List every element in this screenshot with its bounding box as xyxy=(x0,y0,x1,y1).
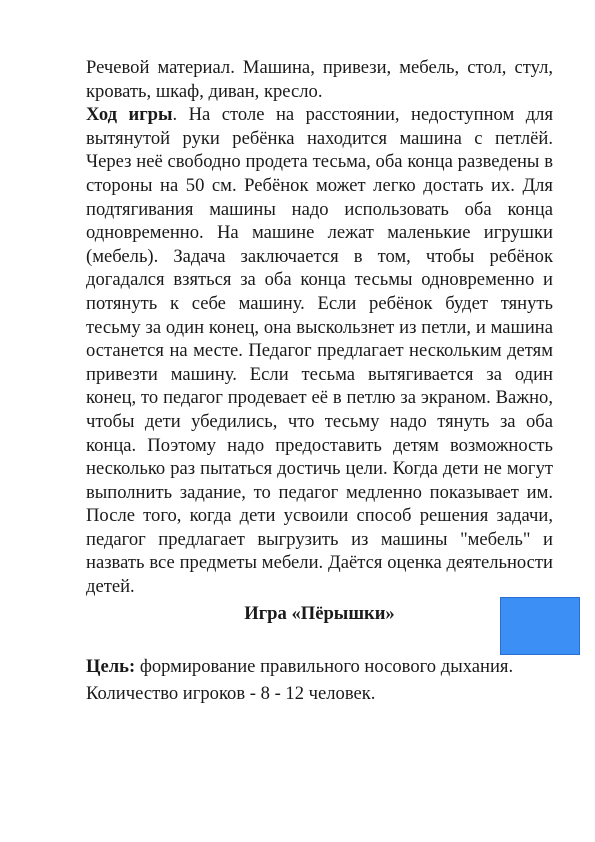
document-page xyxy=(86,56,553,707)
blue-overlay-box xyxy=(500,597,580,655)
speech-material-paragraph: Речевой материал. Машина, привези, мебель, стол, стул, кровать, шкаф, диван, кресло. xyxy=(86,57,553,102)
goal-label: Цель: xyxy=(86,655,136,677)
blank-line xyxy=(86,627,553,654)
game-flow-text: . На столе на расстоянии, недоступном для вытянутой руки ребёнка находится машина с петлёй. Через неё свободно продета тесьма, оба конца разведены в стороны на 50 см. Ребёнок может легко достать их. Для подтягивания машины надо использовать оба конца одновременно. На машине лежат маленькие игрушки (мебель). Задача заключается в том, чтобы ребёнок догадался взяться за оба конца тесьмы одновременно и потянуть к себе машину. Если ребёнок будет тянуть тесьму за один конец, она выскользнет из петли, и машина останется на месте. Педагог предлагает нескольким детям привезти машину. Если тесьма вытягивается за один конец, то педагог продевает её в петлю за экраном. Важно, чтобы дети убедились, что тесьму надо тянуть за оба конца. Поэтому надо предоставить детям возможность несколько раз пытаться достичь цели. Когда дети не могут выполнить задание, то педагог медленно показывает им. После того, когда дети усвоили способ решения задачи, педагог предлагает выгрузить из машины "мебель" и назвать все предметы мебели. Даётся оценка деятельности детей. xyxy=(86,104,553,598)
goal-text: формирование правильного носового дыхания. xyxy=(135,655,514,677)
game-flow-label: Ход игры xyxy=(86,104,173,126)
player-count: Количество игроков - 8 - 12 человек. xyxy=(86,682,376,704)
game-flow-paragraph xyxy=(86,103,553,598)
goal-paragraph xyxy=(86,654,553,680)
game-title: Игра «Пёрышки» xyxy=(244,602,395,624)
